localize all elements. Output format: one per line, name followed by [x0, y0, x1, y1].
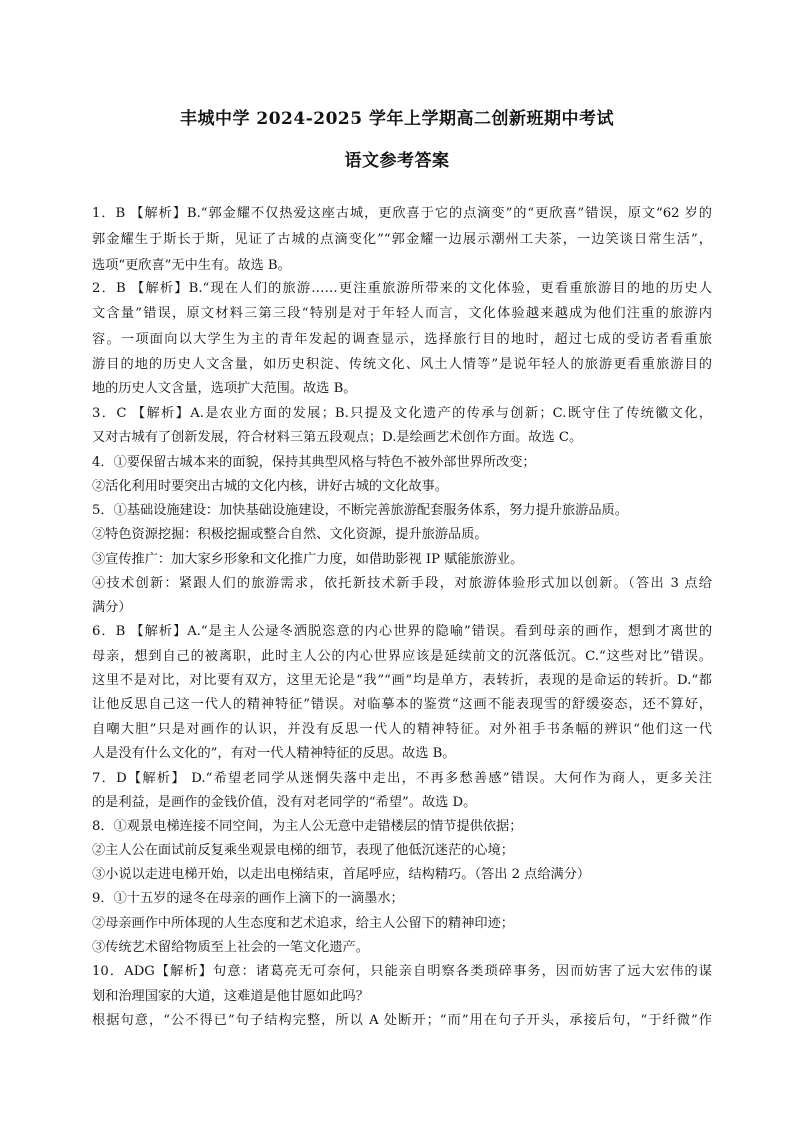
text-line: ③宣传推广：加大家乡形象和文化推广力度，如借助影视 IP 赋能旅游业。: [92, 552, 524, 567]
text-line: 的是利益，是画作的金钱价值，没有对老同学的“希望”。故选 D。: [92, 795, 477, 810]
text-line: 9．①十五岁的逯冬在母亲的画作上滴下的一滴墨水；: [92, 891, 404, 906]
text-line: 3．C 【解析】A.是农业方面的发展；B.只提及文化遗产的传承与创新；C.既守住了传统徽文化，: [92, 406, 712, 421]
text-line: 容。一项面向以大学生为主的青年发起的调查显示，选择旅行目的地时，超过七成的受访者看重旅: [92, 332, 712, 347]
text-line: 又对古城有了创新发展，符合材料三第五段观点；D.是绘画艺术创作方面。故选 C。: [92, 430, 583, 445]
text-line: 根据句意，“公不得已”句子结构完整，所以 A 处断开；“而”用在句子开头，承接后句，“于纤微”作: [92, 1013, 712, 1028]
text-line: ②活化利用时要突出古城的文化内核，讲好古城的文化故事。: [92, 479, 449, 494]
text-line: 人是没有什么文化的”，有对一代人精神特征的反思。故选 B。: [92, 746, 456, 761]
text-line: 10．ADG【解析】句意：诸葛亮无可奈何，只能亲自明察各类琐碎事务，因而妨害了远大宏伟的谋: [92, 964, 712, 979]
text-line: ④技术创新：紧跟人们的旅游需求，依托新技术新手段，对旅游体验形式加以创新。（答出 3 点给: [92, 576, 712, 591]
text-line: 文含量”错误，原文材料三第三段“特别是对于年轻人而言，文化体验越来越成为他们注重的旅游内: [92, 306, 712, 321]
text-line: 让他反思自己这一代人的精神特征”错误。对临摹本的鉴赏“这画不能表现雪的舒缓姿态，还不算好，: [92, 697, 712, 712]
text-line: 郭金耀生于斯长于斯，见证了古城的点滴变化”“郭金耀一边展示潮州工夫茶，一边笑谈日常生活”，: [92, 232, 712, 247]
document-subtitle: 语文参考答案: [344, 151, 450, 171]
document-title: 丰城中学 2024-2025 学年上学期高二创新班期中考试: [179, 109, 615, 129]
text-line: ③小说以走进电梯开始，以走出电梯结束，首尾呼应，结构精巧。（答出 2 点给满分）: [92, 867, 591, 882]
text-line: ③传统艺术留给物质至上社会的一笔文化遗产。: [92, 940, 369, 955]
text-line: 8．①观景电梯连接不同空间，为主人公无意中走错楼层的情节提供依据；: [92, 819, 523, 834]
text-line: 2．B 【解析】B.“现在人们的旅游……更注重旅游所带来的文化体验，更看重旅游目的地的历史人: [92, 281, 712, 296]
text-line: 划和治理国家的大道，这难道是他甘愿如此吗？: [92, 989, 369, 1004]
text-line: 1．B 【解析】B.“郭金耀不仅热爱这座古城，更欣喜于它的点滴变”的“更欣喜”错误，原文“62 岁的: [92, 206, 712, 221]
text-line: 这里不是对比，对比要有双方，这里无论是“我”“画”均是单方，表转折，表现的是命运的转折。D.“都: [92, 673, 712, 688]
text-line: ②母亲画作中所体现的人生态度和艺术追求，给主人公留下的精神印迹；: [92, 916, 514, 931]
text-line: ②主人公在面试前反复乘坐观景电梯的细节，表现了他低沉迷茫的心境；: [92, 843, 514, 858]
text-line: 地的历史人文含量，选项扩大范围。故选 B。: [92, 381, 357, 396]
text-line: 母亲，想到自己的被离职，此时主人公的内心世界应该是延续前文的沉落低沉。C.“这些对比”错误。: [92, 649, 712, 664]
text-line: 6．B 【解析】A.“是主人公逯冬洒脱恣意的内心世界的隐喻”错误。看到母亲的画作，想到才离世的: [92, 624, 712, 639]
text-line: 自嘲大胆”只是对画作的认识，并没有反思一代人的精神特征。对外祖手书条幅的辨识“他们这一代: [92, 722, 712, 737]
text-line: 7．D【解析】 D.“希望老同学从迷惘失落中走出，不再多愁善感”错误。大何作为商人，更多关注: [92, 771, 712, 786]
text-line: 5．①基础设施建设：加快基础设施建设，不断完善旅游配套服务体系，努力提升旅游品质。: [92, 503, 628, 518]
text-line: ②特色资源挖掘：积极挖掘或整合自然、文化资源，提升旅游品质。: [92, 527, 488, 542]
text-line: 游目的地的历史人文含量，如历史积淀、传统文化、风土人情等”是说年轻人的旅游更看重旅游目的: [92, 357, 712, 372]
text-line: 满分）: [92, 600, 132, 615]
text-line: 4．①要保留古城本来的面貌，保持其典型风格与特色不被外部世界所改变；: [92, 455, 536, 470]
text-line: 选项“更欣喜”无中生有。故选 B。: [92, 258, 291, 273]
